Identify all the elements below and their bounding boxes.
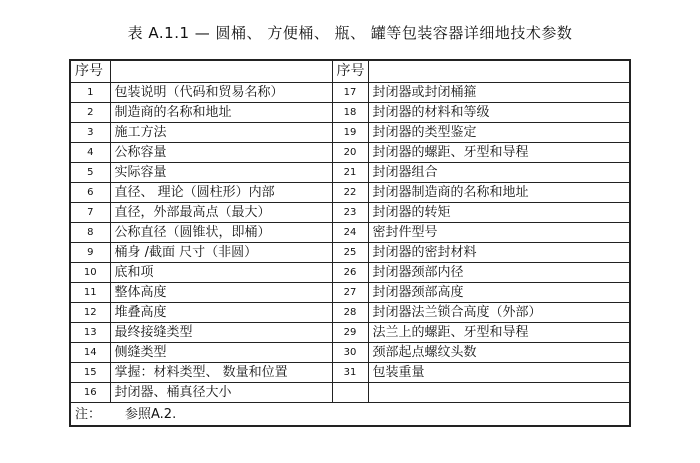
row-text-right: 封闭器的转矩 [368, 203, 630, 223]
row-text-right: 封闭器的密封材料 [368, 243, 630, 263]
row-number-right: 26 [332, 263, 368, 283]
row-text-right: 封闭器的类型鉴定 [368, 123, 630, 143]
row-number-right: 17 [332, 83, 368, 103]
table-title: 表 A.1.1 — 圆桶、 方便桶、 瓶、 罐等包装容器详细地技术参数 [127, 24, 573, 42]
header-serial-right: 序号 [332, 60, 368, 83]
row-number-right: 25 [332, 243, 368, 263]
row-number-left: 9 [70, 243, 110, 263]
row-text-right: 封闭器制造商的名称和地址 [368, 183, 630, 203]
row-text-right: 密封件型号 [368, 223, 630, 243]
table-row [70, 83, 630, 103]
row-number-left: 12 [70, 303, 110, 323]
row-text-left: 制造商的名称和地址 [110, 103, 332, 123]
row-number-left: 3 [70, 123, 110, 143]
table-row [70, 103, 630, 123]
row-number-left: 5 [70, 163, 110, 183]
note-cell [70, 403, 630, 427]
row-number-right: 18 [332, 103, 368, 123]
header-blank-left [110, 60, 332, 83]
note-label: 注： [75, 406, 102, 422]
row-text-left: 直径、 理论（圆柱形）内部 [110, 183, 332, 203]
table-row [70, 323, 630, 343]
table-header-row [70, 60, 630, 83]
row-text-right: 封闭器组合 [368, 163, 630, 183]
row-number-left: 11 [70, 283, 110, 303]
row-text-left: 堆叠高度 [110, 303, 332, 323]
row-text-right: 封闭器颈部内径 [368, 263, 630, 283]
row-text-left: 掌握：材料类型、 数量和位置 [110, 363, 332, 383]
table-row [70, 123, 630, 143]
row-text-left: 封闭器、桶真径大小 [110, 383, 332, 403]
row-text-right: 封闭器或封闭桶箍 [368, 83, 630, 103]
row-text-left: 施工方法 [110, 123, 332, 143]
table-row [70, 383, 630, 403]
row-number-right: 24 [332, 223, 368, 243]
row-text-left: 桶身 /截面 尺寸（非圆） [110, 243, 332, 263]
table-row [70, 243, 630, 263]
row-number-right: 27 [332, 283, 368, 303]
header-serial-left: 序号 [70, 60, 110, 83]
row-text-right: 封闭器颈部高度 [368, 283, 630, 303]
row-number-left: 4 [70, 143, 110, 163]
row-text-right: 封闭器的材料和等级 [368, 103, 630, 123]
row-number-left: 16 [70, 383, 110, 403]
table-row [70, 143, 630, 163]
row-text-left: 整体高度 [110, 283, 332, 303]
row-text-right: 封闭器法兰锁合高度（外部） [368, 303, 630, 323]
row-number-left: 13 [70, 323, 110, 343]
table-row [70, 263, 630, 283]
row-number-right: 19 [332, 123, 368, 143]
table-row [70, 163, 630, 183]
row-text-right: 包装重量 [368, 363, 630, 383]
row-text-left: 公称容量 [110, 143, 332, 163]
note-text: 参照A.2. [125, 406, 177, 422]
row-text-left: 最终接缝类型 [110, 323, 332, 343]
table-row [70, 343, 630, 363]
row-number-right: 29 [332, 323, 368, 343]
row-number-left: 15 [70, 363, 110, 383]
row-text-right [368, 383, 630, 403]
row-number-left: 6 [70, 183, 110, 203]
row-number-left: 8 [70, 223, 110, 243]
row-number-right: 28 [332, 303, 368, 323]
row-number-right: 21 [332, 163, 368, 183]
row-text-left: 包装说明（代码和贸易名称） [110, 83, 332, 103]
row-text-left: 直径，外部最高点（最大） [110, 203, 332, 223]
note-row [70, 403, 630, 427]
row-number-right: 23 [332, 203, 368, 223]
row-number-right: 20 [332, 143, 368, 163]
table-row [70, 203, 630, 223]
table-row [70, 183, 630, 203]
row-number-right: 30 [332, 343, 368, 363]
row-text-left: 实际容量 [110, 163, 332, 183]
row-text-left: 侧缝类型 [110, 343, 332, 363]
row-number-left: 2 [70, 103, 110, 123]
row-number-left: 7 [70, 203, 110, 223]
row-text-left: 公称直径（圆锥状，即桶） [110, 223, 332, 243]
table-row [70, 363, 630, 383]
header-blank-right [368, 60, 630, 83]
row-text-right: 颈部起点螺纹头数 [368, 343, 630, 363]
table-row [70, 283, 630, 303]
row-number-left: 10 [70, 263, 110, 283]
spec-table [69, 59, 631, 427]
row-number-left: 14 [70, 343, 110, 363]
row-text-left: 底和项 [110, 263, 332, 283]
table-row [70, 303, 630, 323]
row-number-right: 31 [332, 363, 368, 383]
row-number-right [332, 383, 368, 403]
row-text-right: 法兰上的螺距、牙型和导程 [368, 323, 630, 343]
row-number-left: 1 [70, 83, 110, 103]
table-row [70, 223, 630, 243]
row-number-right: 22 [332, 183, 368, 203]
row-text-right: 封闭器的螺距、牙型和导程 [368, 143, 630, 163]
